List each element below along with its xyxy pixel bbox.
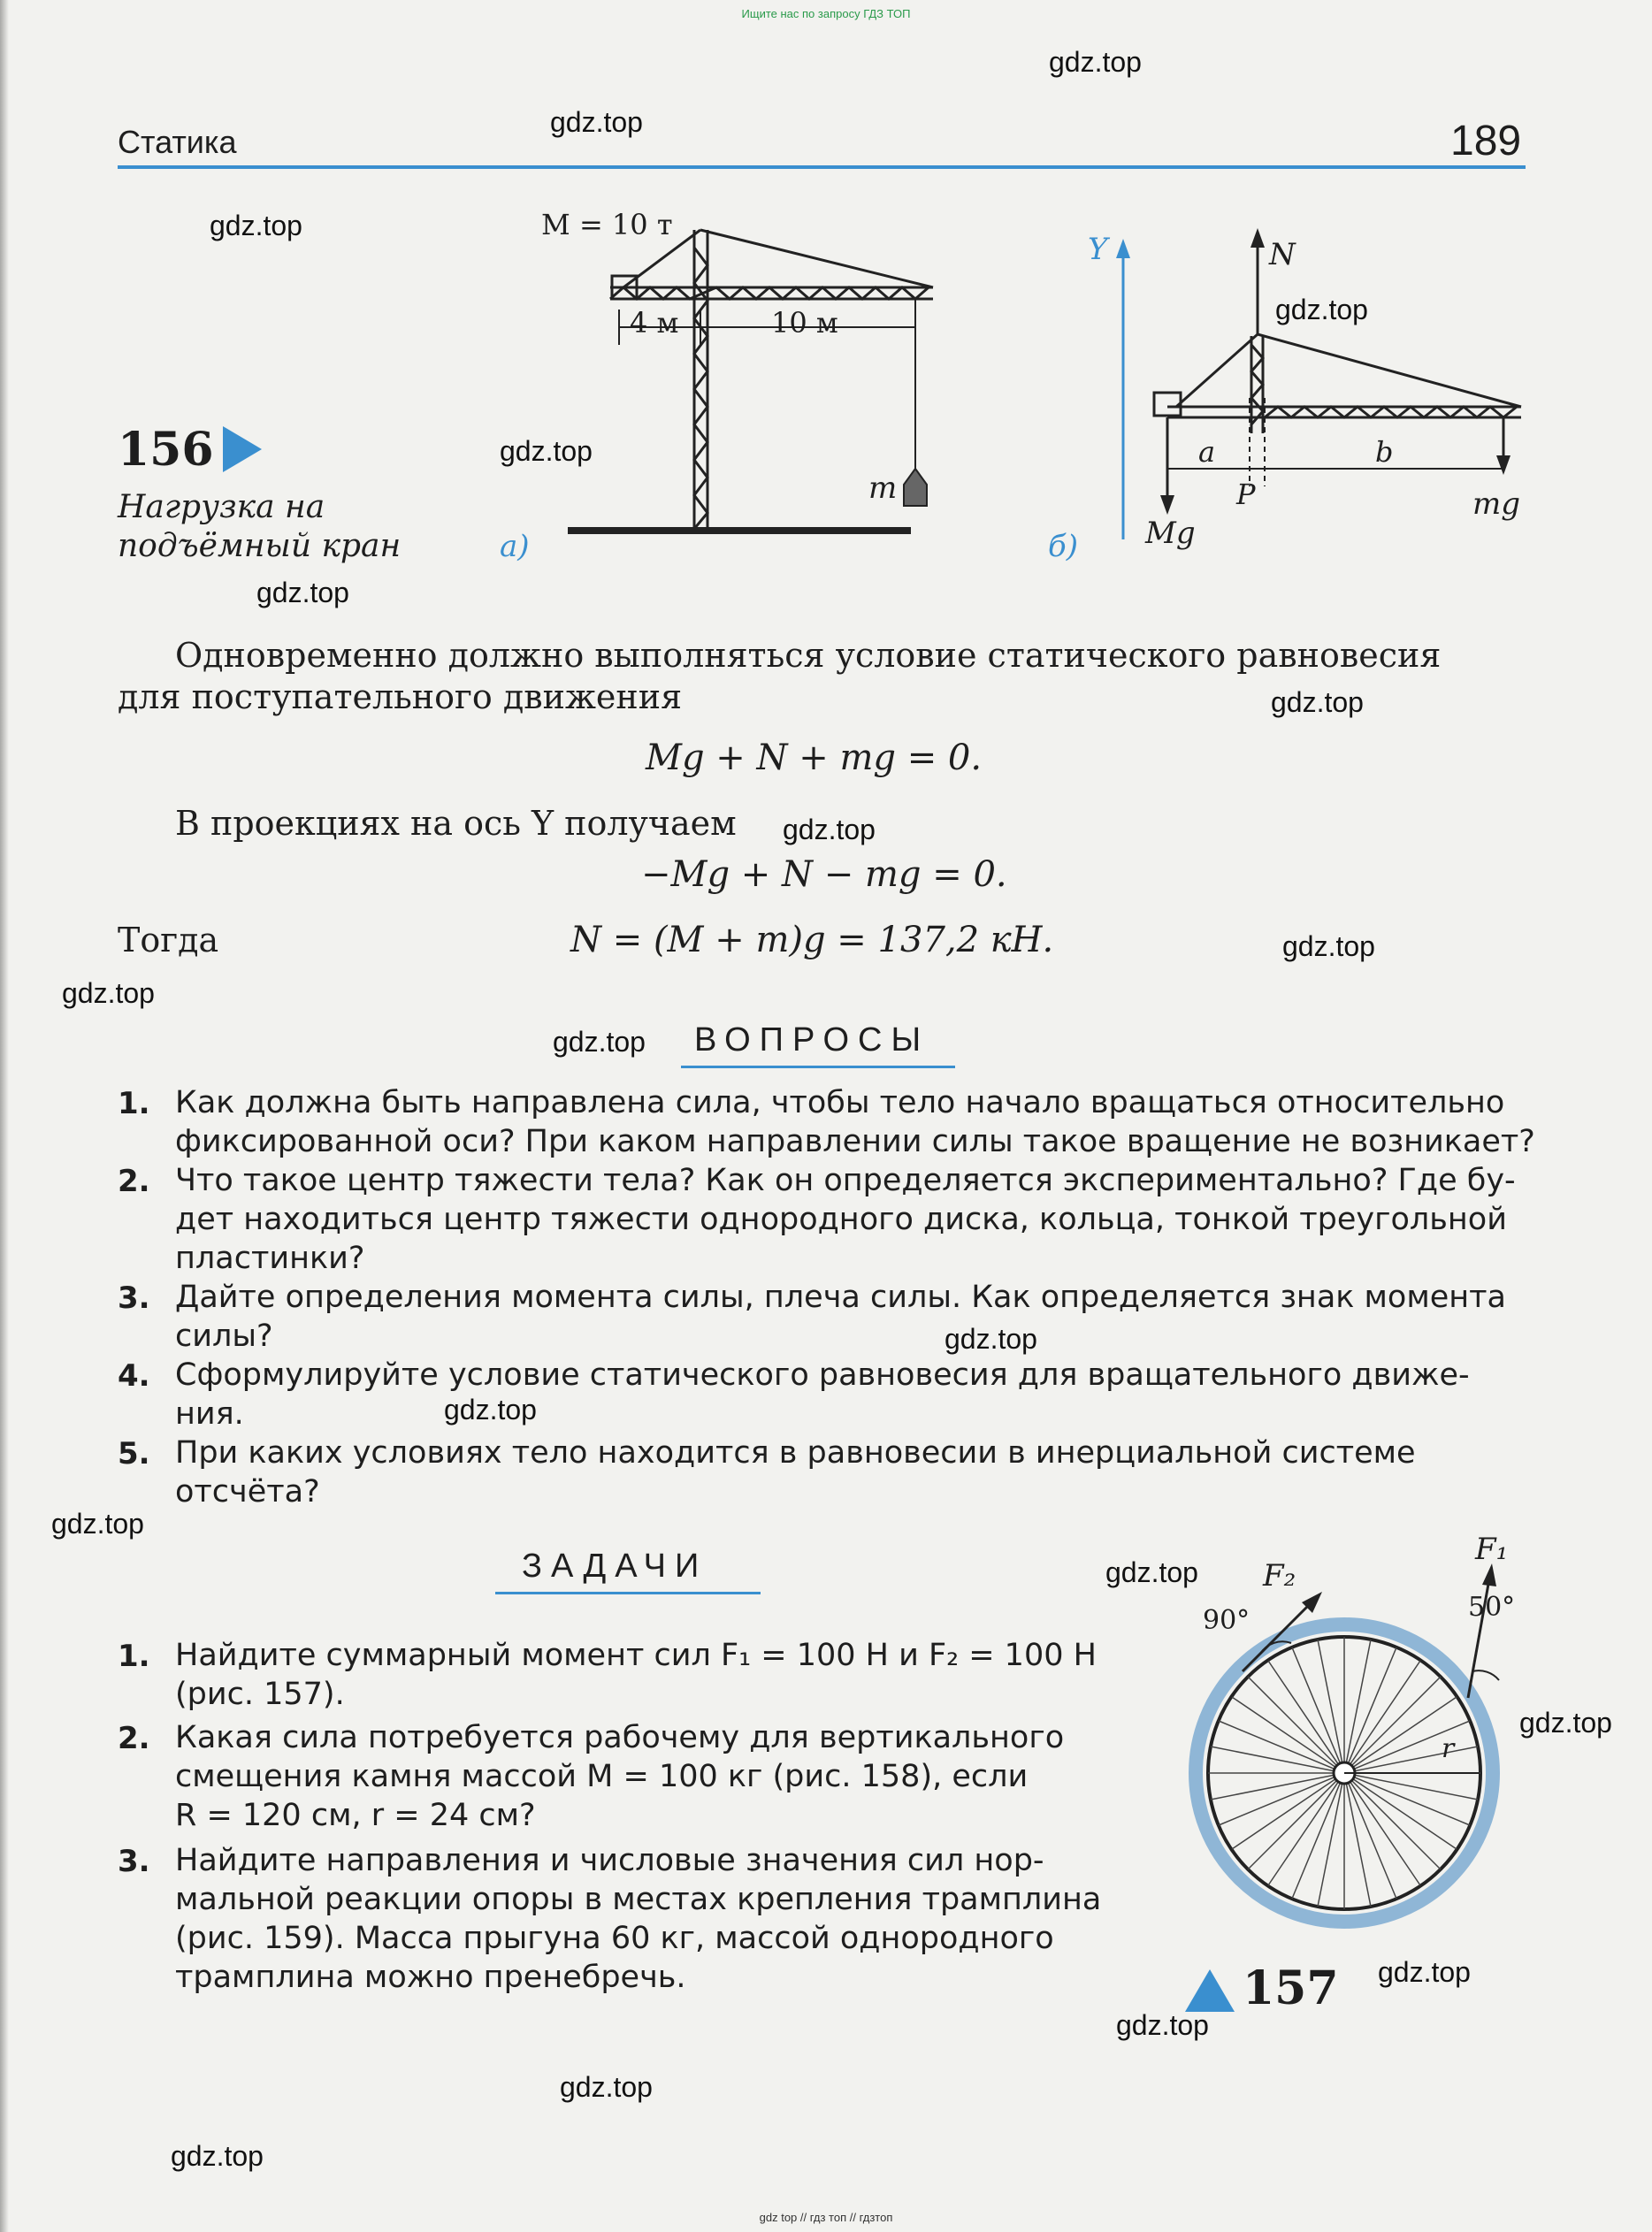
watermark: gdz.top bbox=[500, 435, 593, 467]
watermark: gdz.top bbox=[560, 2071, 653, 2103]
figure-b-caption: б) bbox=[1048, 529, 1079, 564]
radius-label: r bbox=[1442, 1733, 1455, 1764]
watermark: gdz.top bbox=[1282, 930, 1375, 962]
f1-label: F₁ bbox=[1475, 1532, 1509, 1567]
watermark: gdz.top bbox=[171, 2140, 264, 2172]
watermark: gdz.top bbox=[62, 977, 155, 1009]
bottom-tag: gdz top // гдз топ // гдзтоп bbox=[759, 2211, 893, 2224]
watermark: gdz.top bbox=[1378, 1956, 1471, 1988]
task-text: Найдите суммарный момент сил F₁ = 100 Н и F₂ = 100 Н (рис. 157). bbox=[175, 1638, 1097, 1712]
task-text: Найдите направления и числовые значения сил нор- мальной реакции опоры в местах крепления трамплина (рис. 159). Масса прыгуна 60 кг, массой однородного трамплина можно пренебречь. bbox=[175, 1843, 1102, 1995]
equation-2: −Mg + N − mg = 0. bbox=[641, 854, 1007, 895]
task-text: Какая сила потребуется рабочему для вертикального смещения камня массой M = 100 кг (рис. 158), если R = 120 см, r = 24 см? bbox=[175, 1720, 1065, 1833]
running-header: Статика bbox=[118, 124, 237, 160]
load-block bbox=[904, 469, 927, 506]
question-text: Сформулируйте условие статического равновесия для вращательного движе- ния. bbox=[175, 1357, 1470, 1432]
top-tag: Ищите нас по запросу ГДЗ ТОП bbox=[741, 7, 911, 20]
watermark: gdz.top bbox=[1275, 294, 1368, 325]
questions-heading: ВОПРОСЫ bbox=[694, 1021, 930, 1059]
tasks-underline bbox=[495, 1592, 761, 1594]
questions-underline bbox=[681, 1066, 955, 1068]
watermark: gdz.top bbox=[783, 814, 876, 845]
dimension-10m: 10 м bbox=[771, 306, 838, 340]
watermark: gdz.top bbox=[256, 577, 349, 608]
watermark: gdz.top bbox=[444, 1394, 537, 1426]
problem-title-line2: подъёмный кран bbox=[118, 528, 402, 564]
watermark: gdz.top bbox=[1049, 46, 1142, 78]
paragraph-1-line2: для поступательного движения bbox=[118, 677, 683, 716]
question-text: При каких условиях тело находится в равновесии в инерциальной системе отсчёта? bbox=[175, 1435, 1416, 1510]
question-text: Дайте определения момента силы, плеча силы. Как определяется знак момента силы? bbox=[175, 1280, 1506, 1354]
figure-number-157: 157 bbox=[1243, 1961, 1339, 2015]
tasks-heading: ЗАДАЧИ bbox=[522, 1548, 708, 1585]
question-text: Как должна быть направлена сила, чтобы тело начало вращаться относительно фиксированной оси? При каком направлении силы такое вращение не возникает? bbox=[175, 1085, 1535, 1159]
task-number: 1. bbox=[118, 1639, 150, 1674]
header-rule bbox=[118, 165, 1526, 169]
question-number: 3. bbox=[118, 1280, 150, 1316]
dimension-4m: 4 м bbox=[630, 306, 679, 340]
then-word: Тогда bbox=[118, 921, 219, 959]
problem-title-line1: Нагрузка на bbox=[118, 489, 325, 525]
watermark: gdz.top bbox=[550, 106, 643, 138]
angle-50-label: 50° bbox=[1468, 1592, 1516, 1623]
paragraph-1-line1: Одновременно должно выполняться условие статического равновесия bbox=[175, 636, 1442, 675]
triangle-marker-icon bbox=[1183, 1968, 1236, 2014]
tower bbox=[694, 230, 707, 529]
page-edge-shadow bbox=[0, 0, 9, 2232]
equation-3: N = (M + m)g = 137,2 кН. bbox=[570, 920, 1054, 960]
figure-a-caption: а) bbox=[500, 529, 530, 564]
page-number: 189 bbox=[1450, 118, 1522, 164]
problem-number: 156 bbox=[118, 423, 214, 477]
equation-1: Mg + N + mg = 0. bbox=[646, 738, 983, 778]
arm-a-label: a bbox=[1198, 435, 1216, 469]
watermark: gdz.top bbox=[1105, 1556, 1198, 1588]
pivot-p-label: P bbox=[1236, 478, 1256, 511]
crane-figure bbox=[495, 203, 955, 584]
watermark: gdz.top bbox=[553, 1026, 646, 1058]
watermark: gdz.top bbox=[51, 1508, 144, 1540]
question-text: Что такое центр тяжести тела? Как он определяется экспериментально? Где бу- дет находиться центр тяжести однородного диска, кольца, тонкой треугольной пластинки? bbox=[175, 1163, 1516, 1276]
angle-90-label: 90° bbox=[1203, 1605, 1250, 1636]
question-number: 5. bbox=[118, 1436, 150, 1471]
y-axis-label: Y bbox=[1088, 232, 1108, 267]
f2-label: F₂ bbox=[1263, 1558, 1296, 1594]
mg-left-label: Mg bbox=[1145, 516, 1196, 551]
question-number: 4. bbox=[118, 1358, 150, 1394]
crane-mass-label: M = 10 т bbox=[541, 208, 673, 241]
task-number: 3. bbox=[118, 1844, 150, 1879]
question-number: 1. bbox=[118, 1086, 150, 1121]
n-force-label: N bbox=[1269, 237, 1296, 272]
play-arrow-icon bbox=[221, 424, 265, 474]
watermark: gdz.top bbox=[210, 210, 302, 241]
watermark: gdz.top bbox=[1271, 686, 1364, 718]
watermark: gdz.top bbox=[1116, 2009, 1209, 2041]
mg-right-label: mg bbox=[1472, 486, 1521, 522]
arm-b-label: b bbox=[1375, 435, 1394, 469]
task-number: 2. bbox=[118, 1721, 150, 1756]
watermark: gdz.top bbox=[945, 1323, 1037, 1355]
question-number: 2. bbox=[118, 1164, 150, 1199]
paragraph-2: В проекциях на ось Y получаем bbox=[175, 804, 737, 843]
load-mass-label: m bbox=[868, 470, 898, 506]
watermark: gdz.top bbox=[1519, 1707, 1612, 1739]
